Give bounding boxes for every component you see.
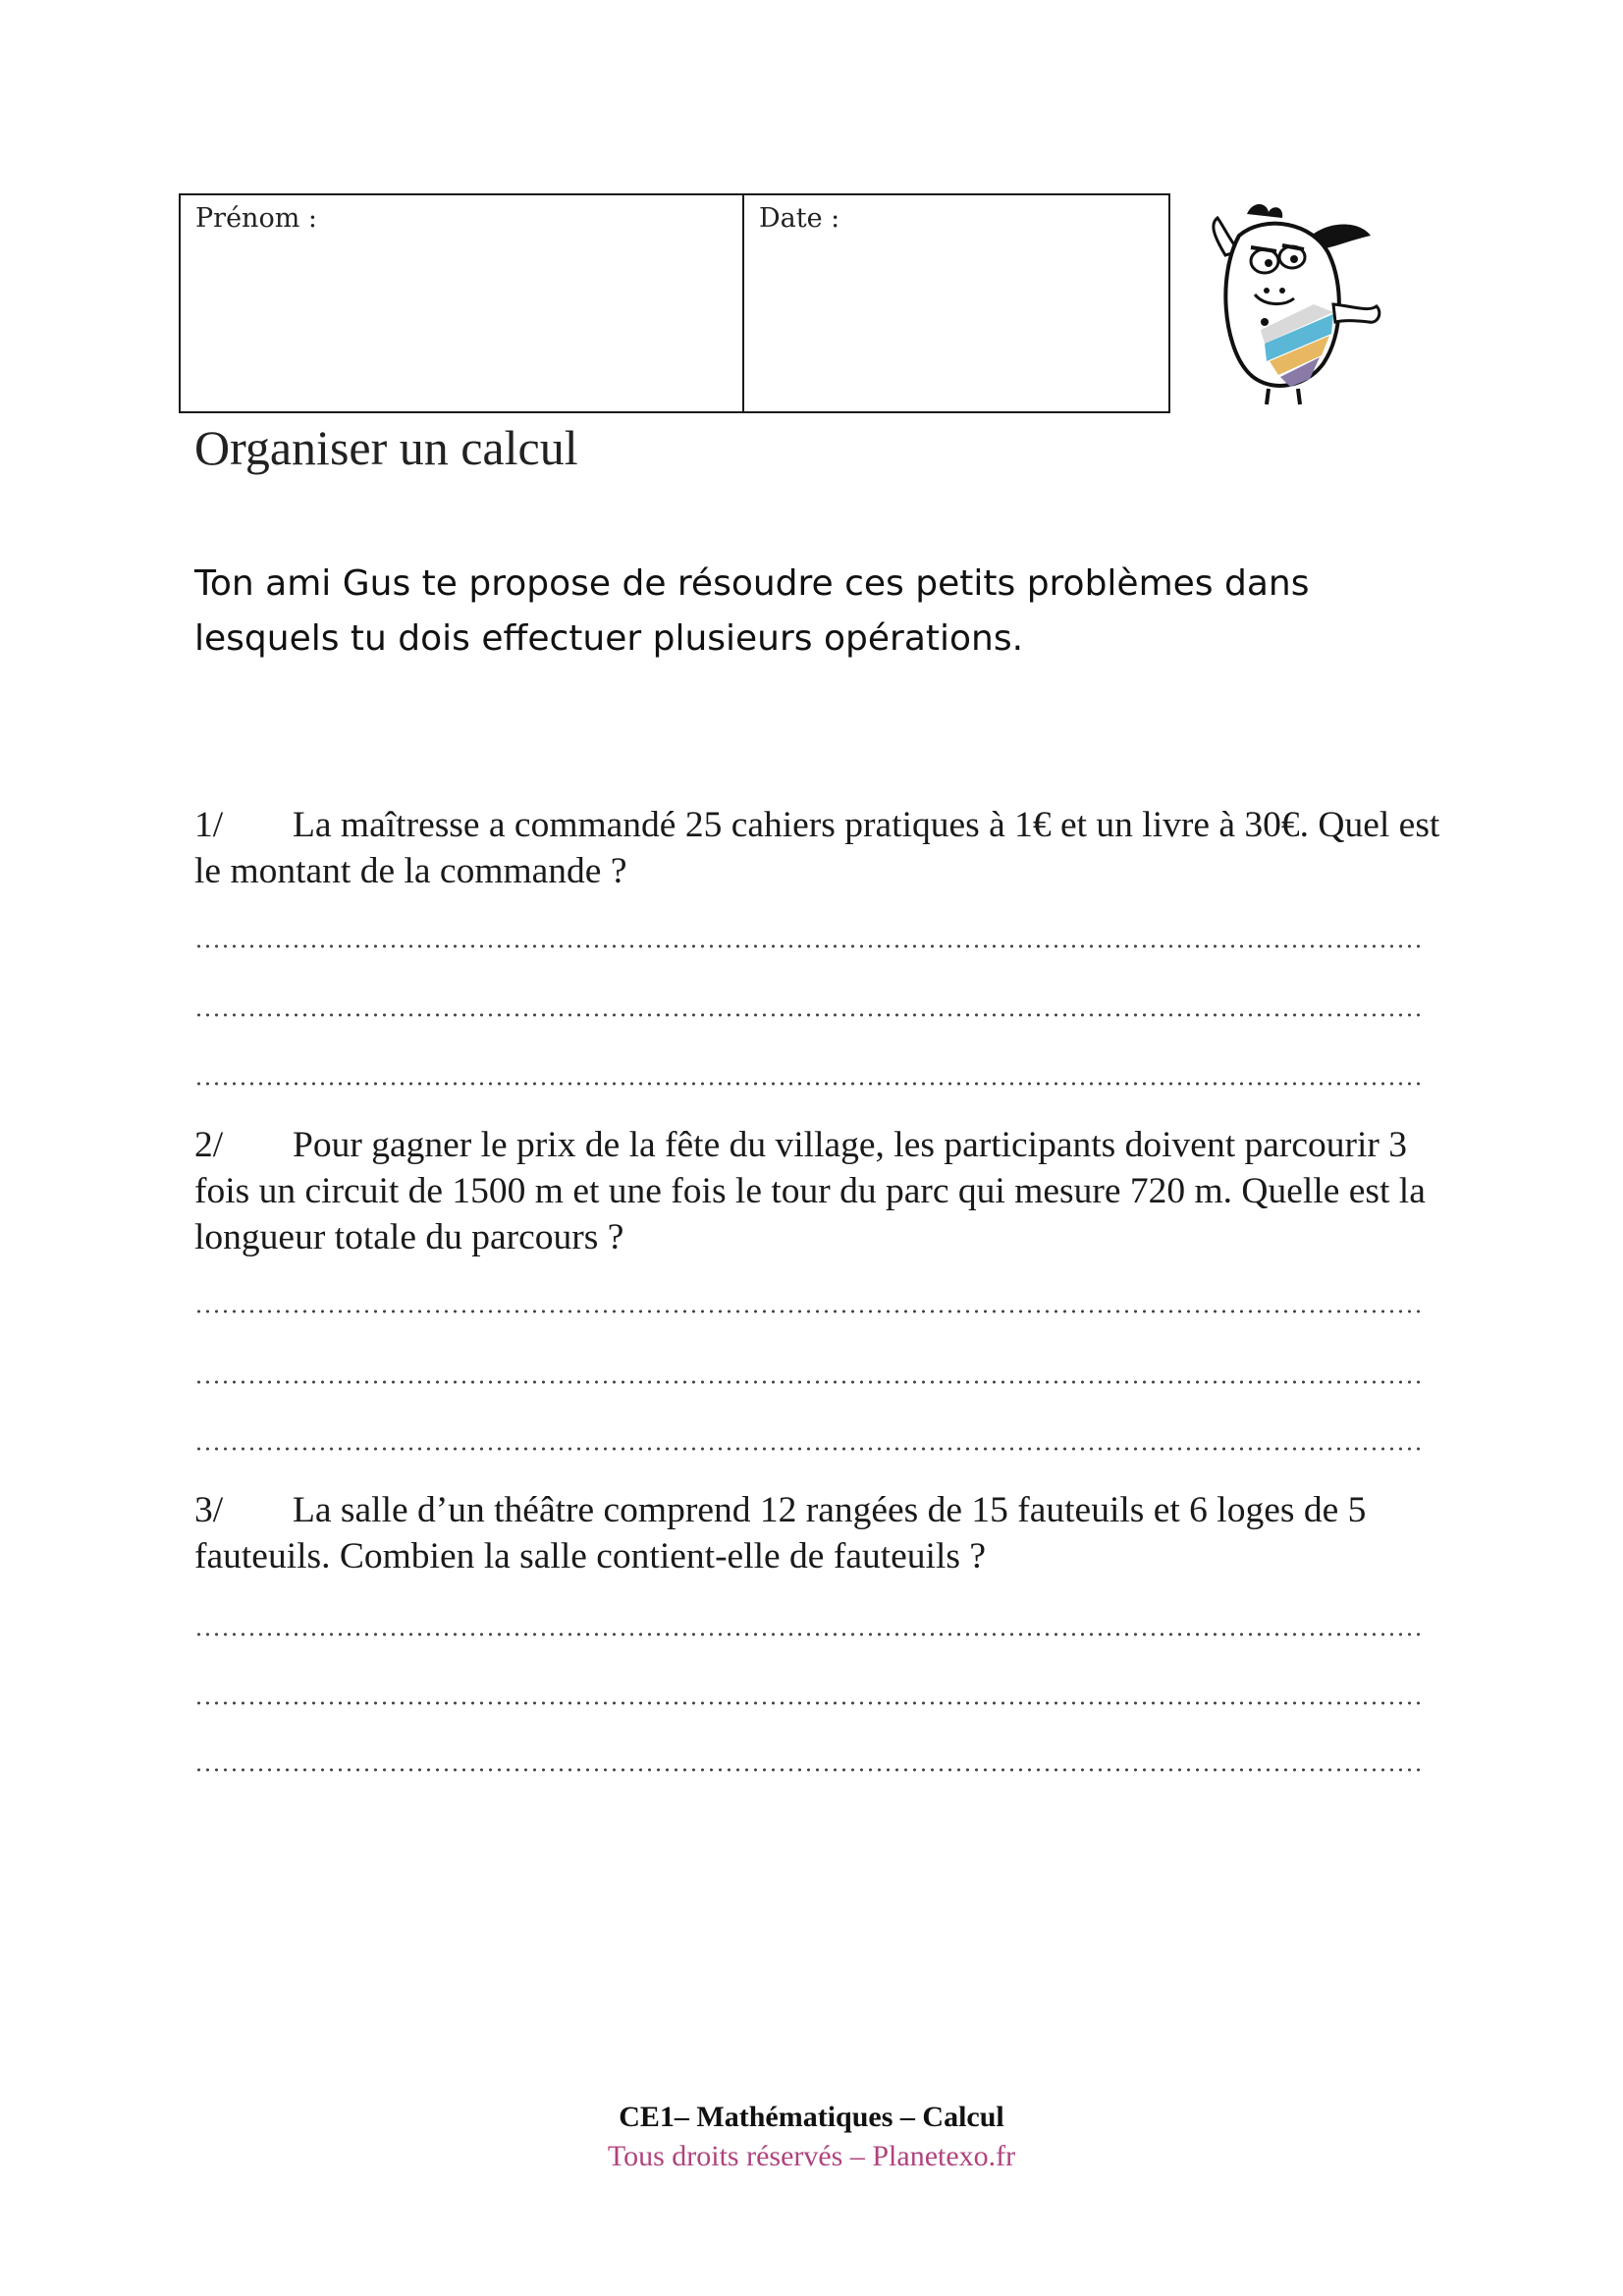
answer-line[interactable] — [194, 1447, 1426, 1451]
gus-mascot-icon — [1196, 196, 1412, 412]
problem-text: Pour gagner le prix de la fête du village, les participants doivent parcourir 3 fois un circuit de 1500 m et une fois le tour du parc qui mesure 720 m. Quelle est la longueur totale du parcours ? — [194, 1125, 1426, 1257]
answer-line[interactable] — [194, 1768, 1426, 1772]
student-info-table — [179, 193, 1170, 413]
problem-number: 3/ — [194, 1490, 224, 1530]
date-label: Date : — [759, 203, 840, 234]
page-title: Organiser un calcul — [194, 420, 578, 475]
answer-line[interactable] — [194, 1380, 1426, 1384]
problem-number: 2/ — [194, 1125, 224, 1165]
date-cell[interactable] — [744, 195, 1168, 411]
problem-text: La salle d’un théâtre comprend 12 rangées de 15 fauteuils et 6 loges de 5 fauteuils. Combien la salle contient-elle de fauteuils ? — [194, 1490, 1367, 1576]
problem-number: 1/ — [194, 805, 224, 845]
intro-text: Ton ami Gus te propose de résoudre ces petits problèmes dans lesquels tu dois effectuer plusieurs opérations. — [194, 563, 1310, 659]
answer-line[interactable] — [194, 1082, 1426, 1086]
answer-line[interactable] — [194, 944, 1426, 948]
footer-title: CE1– Mathématiques – Calcul — [619, 2101, 1004, 2133]
answer-line[interactable] — [194, 1701, 1426, 1705]
prenom-label: Prénom : — [195, 203, 317, 234]
problem-2 — [194, 1122, 1441, 1260]
prenom-cell[interactable] — [181, 195, 744, 411]
answer-line[interactable] — [194, 1309, 1426, 1313]
answer-line[interactable] — [194, 1013, 1426, 1017]
footer-rights: Tous droits réservés – Planetexo.fr — [607, 2140, 1016, 2172]
problem-3 — [194, 1487, 1441, 1579]
problem-text: La maîtresse a commandé 25 cahiers pratiques à 1€ et un livre à 30€. Quel est le montant de la commande ? — [194, 805, 1440, 891]
problem-1 — [194, 802, 1441, 894]
answer-line[interactable] — [194, 1632, 1426, 1636]
